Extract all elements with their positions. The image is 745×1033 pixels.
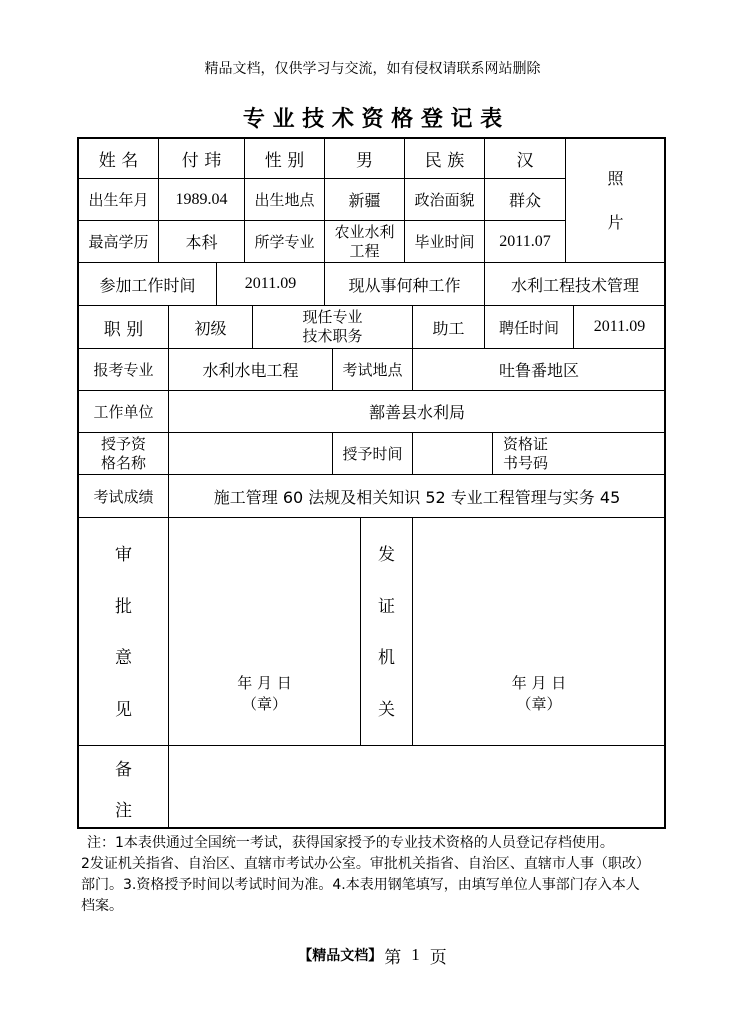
employer-value: 鄯善县水利局 (368, 403, 465, 422)
footer-label: 【精品文档】 (298, 948, 383, 964)
name-value: 付 玮 (181, 151, 222, 171)
issuer-char: 证 (378, 596, 395, 617)
issuer-char: 机 (378, 648, 395, 669)
remarks-char: 注 (115, 801, 132, 821)
issuer-signature-area (413, 670, 665, 718)
current-work-value: 水利工程技术管理 (510, 275, 639, 295)
photo-label-2: 片 (607, 212, 624, 232)
row-divider (78, 517, 665, 518)
education-value: 本科 (185, 233, 218, 252)
major-value-line-2: 工程 (349, 241, 380, 260)
review-seal-line: （章） (241, 695, 287, 713)
review-date-line: 年 月 日 (237, 674, 292, 692)
title-value: 初级 (194, 318, 227, 338)
footnote-line: 档案。 (81, 898, 123, 914)
current-post-value: 助工 (432, 318, 465, 338)
review-char: 审 (115, 545, 132, 565)
name-label: 姓 名 (98, 151, 139, 171)
major-label: 所学专业 (254, 233, 315, 251)
page-footer (0, 943, 745, 967)
photo-box (566, 139, 665, 262)
qual-name-value (169, 433, 332, 474)
grant-time-value (413, 433, 492, 474)
grant-time-label: 授予时间 (342, 445, 403, 463)
issuer-label (361, 540, 412, 720)
title-label: 职 别 (103, 319, 144, 340)
remarks-value (169, 746, 665, 827)
political-value: 群众 (508, 191, 541, 210)
remarks-label (79, 755, 168, 821)
qual-name-label (79, 433, 168, 474)
birth-value: 1989.04 (175, 190, 228, 208)
issuer-char: 发 (378, 545, 395, 565)
issuer-seal-line: （章） (516, 695, 562, 713)
review-char: 见 (115, 699, 132, 720)
qual-name-label-2: 格名称 (100, 453, 146, 472)
form-title: 专 业 技 术 资 格 登 记 表 (242, 106, 503, 132)
current-post-label-2: 技术职务 (302, 327, 363, 345)
exam-major-label: 报考专业 (93, 361, 154, 379)
footnote-line: 2发证机关指省、自治区、直辖市考试办公室。审批机关指省、自治区、直辖市人事（职改） (81, 856, 650, 872)
footnote-line: 部门。3.资格授予时间以考试时间为准。4.本表用钢笔填写，由填写单位人事部门存入本人 (81, 877, 640, 893)
qual-name-label-1: 授予资 (100, 434, 146, 453)
work-start-label: 参加工作时间 (99, 275, 196, 295)
review-signature-area (169, 670, 360, 718)
footer-page-prefix: 第 (384, 947, 402, 968)
current-post-label-1: 现任专业 (302, 308, 363, 326)
work-start-value: 2011.09 (244, 275, 297, 292)
ethnic-label: 民 族 (424, 151, 465, 171)
appoint-value: 2011.09 (593, 318, 646, 335)
graduation-label: 毕业时间 (414, 233, 475, 251)
exam-place-label: 考试地点 (342, 361, 403, 379)
cert-no-label-2: 书号码 (503, 453, 549, 472)
birthplace-value: 新疆 (348, 191, 381, 210)
scores-label: 考试成绩 (93, 487, 154, 506)
ethnic-value: 汉 (516, 151, 534, 171)
employer-label: 工作单位 (93, 403, 154, 421)
exam-major-value: 水利水电工程 (202, 361, 299, 380)
current-work-label: 现从事何种工作 (348, 275, 461, 295)
footnote (81, 833, 687, 917)
review-label (79, 540, 168, 720)
footer-page-number: 1 (411, 945, 420, 964)
major-value-line-1: 农业水利 (334, 222, 395, 241)
issuer-date-line: 年 月 日 (511, 674, 567, 692)
remarks-char: 备 (115, 760, 132, 780)
cert-no-label (493, 433, 572, 474)
major-value (325, 221, 404, 262)
review-char: 意 (115, 648, 132, 669)
review-char: 批 (115, 596, 132, 617)
graduation-value: 2011.07 (499, 232, 551, 250)
photo-label-1: 照 (607, 168, 624, 188)
birth-label: 出生年月 (88, 191, 149, 209)
political-label: 政治面貌 (414, 191, 475, 209)
exam-place-value: 吐鲁番地区 (498, 361, 579, 380)
footer-page-suffix: 页 (429, 947, 447, 968)
education-label: 最高学历 (88, 233, 149, 251)
footnote-line: 注：1本表供通过全国统一考试，获得国家授予的专业技术资格的人员登记存档使用。 (87, 835, 614, 851)
header-note: 精品文档，仅供学习与交流，如有侵权请联系网站删除 (204, 61, 541, 77)
cert-no-label-1: 资格证 (503, 434, 549, 453)
issuer-char: 关 (378, 699, 395, 720)
scores-value: 施工管理 60 法规及相关知识 52 专业工程管理与实务 45 (213, 487, 621, 507)
gender-label: 性 别 (264, 151, 305, 171)
birthplace-label: 出生地点 (254, 191, 315, 209)
appoint-label: 聘任时间 (498, 318, 559, 337)
gender-value: 男 (356, 151, 373, 171)
current-post-label (253, 306, 412, 348)
